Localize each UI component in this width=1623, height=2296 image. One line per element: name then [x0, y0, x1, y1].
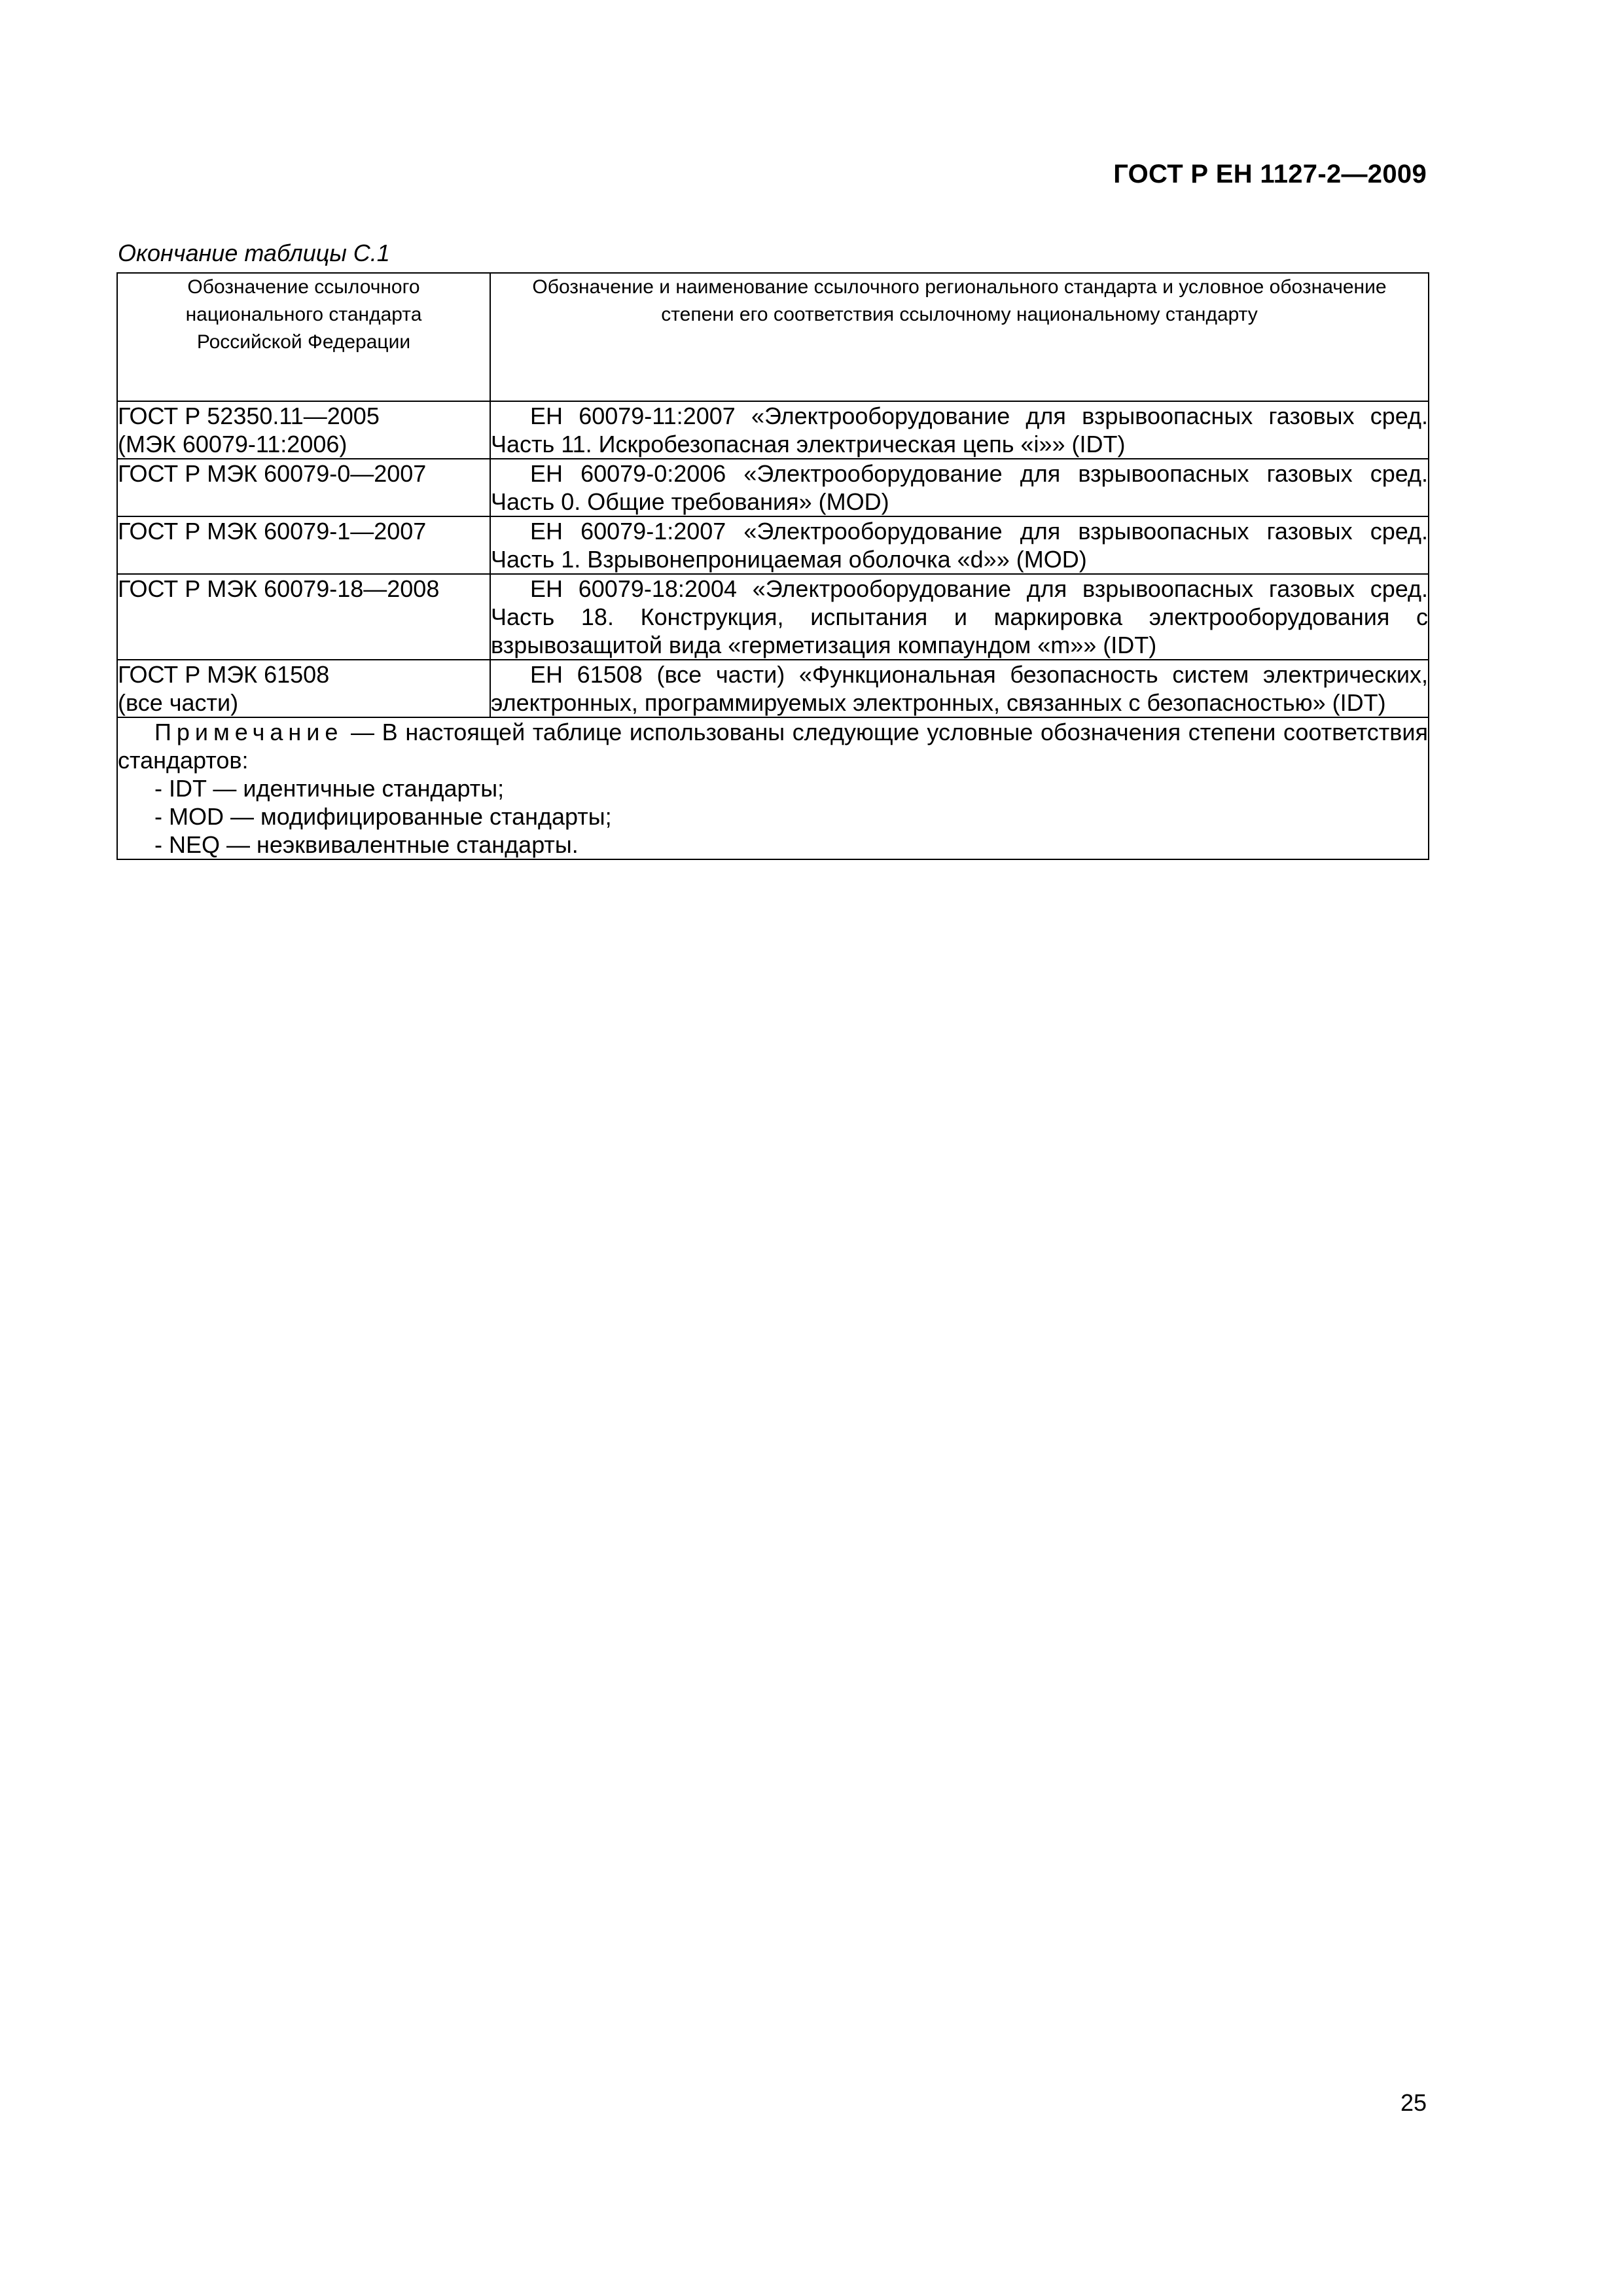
table-note-row [117, 717, 1429, 859]
note-text: — В настоящей таблице использованы следующие условные обозначения степени соответствия стандартов: [118, 719, 1428, 774]
national-standard-cell: ГОСТ Р МЭК 61508 (все части) [117, 660, 490, 717]
regional-standard-cell [490, 516, 1429, 574]
note-label: Примечание [154, 719, 344, 745]
column-header-national [117, 273, 490, 401]
regional-standard-cell [490, 459, 1429, 516]
table-row [117, 401, 1429, 459]
regional-standard-cell: ЕН 60079-11:2007 «Электрооборудование для взрывоопасных газовых сред. Часть 11. Искробезопасная электрическая цепь «i»» (IDT) [491, 403, 1428, 457]
national-standard-cell: ГОСТ Р МЭК 60079-0—2007 [117, 459, 490, 516]
note-item-idt: - IDT — идентичные стандарты; [154, 775, 505, 802]
table-row [117, 459, 1429, 516]
national-standard-cell: ГОСТ Р 52350.11—2005 (МЭК 60079-11:2006) [117, 401, 490, 459]
table-row [117, 660, 1429, 717]
table-row [117, 574, 1429, 660]
column-header-regional [490, 273, 1429, 401]
table-header-row [117, 273, 1429, 401]
table-note [117, 717, 1429, 859]
regional-standard-cell [490, 574, 1429, 660]
column-header-national-text: Обозначение ссылочного национального стандарта Российской Федерации [185, 276, 422, 353]
document-code: ГОСТ Р ЕН 1127-2—2009 [1113, 160, 1427, 188]
note-item-mod: - MOD — модифицированные стандарты; [154, 803, 612, 830]
page-number: 25 [1400, 2089, 1427, 2116]
national-standard-cell: ГОСТ Р МЭК 60079-18—2008 [117, 574, 490, 660]
national-standard-cell: ГОСТ Р МЭК 60079-1—2007 [117, 516, 490, 574]
regional-standard-cell [490, 660, 1429, 717]
table-caption: Окончание таблицы С.1 [118, 240, 390, 266]
reference-standards-table [116, 272, 1429, 860]
regional-standard-text: ЕН 60079-18:2004 «Электрооборудование для взрывоопасных газовых сред. Часть 18. Конструкция, испытания и маркировка электрооборудования с взрывозащитой вида «герметизация компаундом «m»» (IDT) [491, 575, 1428, 658]
regional-standard-text: ЕН 61508 (все части) «Функциональная безопасность систем электрических, электронных, программируемых электронных, связанных с безопасностью» (IDT) [491, 661, 1428, 716]
note-item-neq: - NEQ — неэквивалентные стандарты. [154, 831, 579, 858]
regional-standard-text: ЕН 60079-0:2006 «Электрооборудование для взрывоопасных газовых сред. Часть 0. Общие требования» (MOD) [491, 460, 1428, 515]
column-header-regional-text: Обозначение и наименование ссылочного регионального стандарта и условное обозначение степени его соответствия ссылочному национальному стандарту [532, 276, 1387, 325]
table-row [117, 516, 1429, 574]
regional-standard-text: ЕН 60079-1:2007 «Электрооборудование для взрывоопасных газовых сред. Часть 1. Взрывонепроницаемая оболочка «d»» (MOD) [491, 518, 1428, 573]
